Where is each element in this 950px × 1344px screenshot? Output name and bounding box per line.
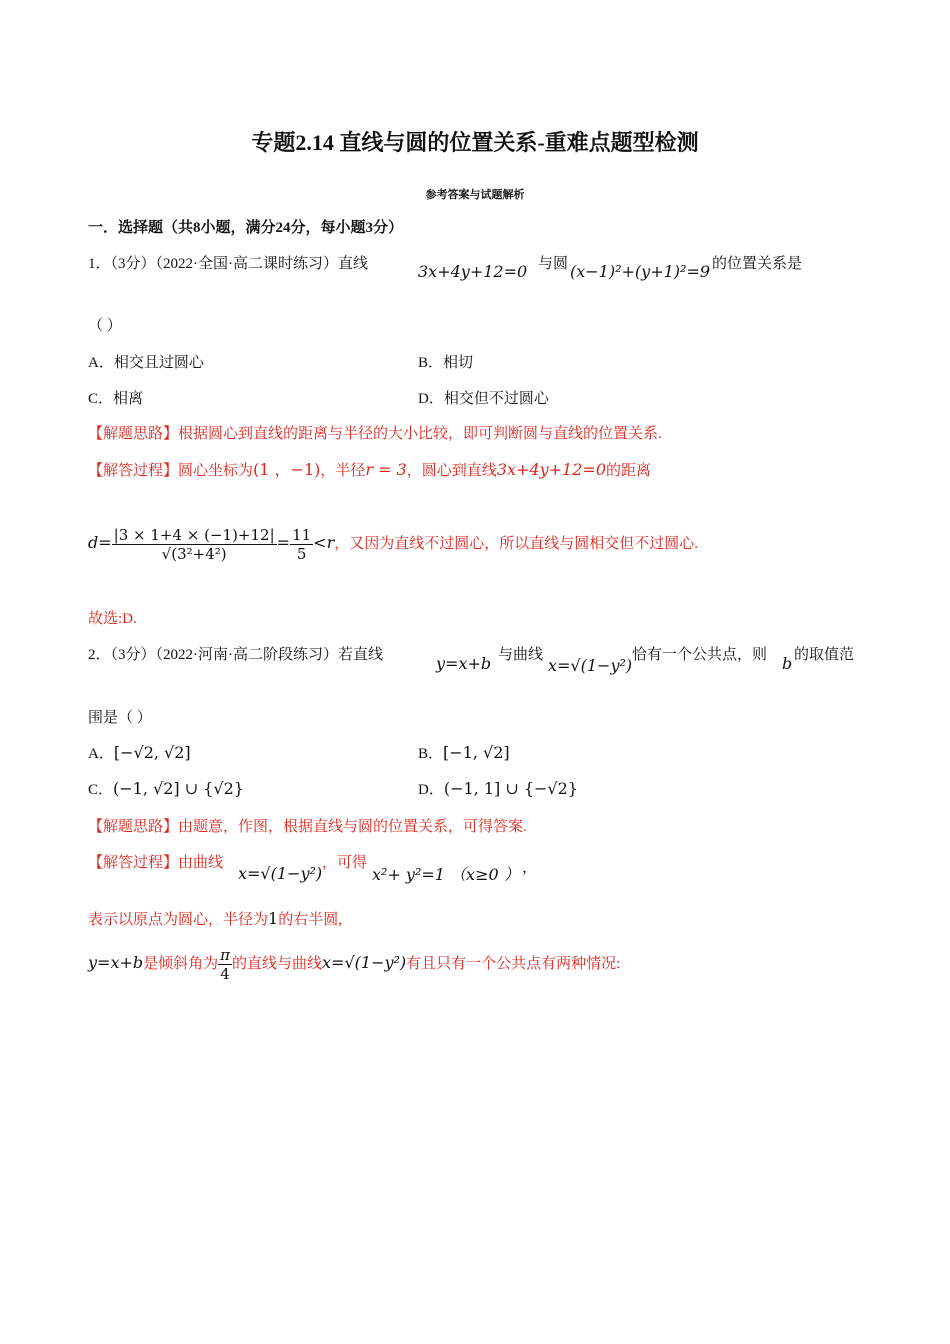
q2-comma: ， [522,860,538,876]
q1-option-a: A．相交且过圆心 [88,355,204,371]
q2-option-d [418,778,578,799]
q2-line-equation: y=x+b [436,654,492,673]
q2-last-line-eq: y=x+b [88,952,144,972]
q2-stem-e: 围是（ ） [88,710,152,726]
q1-process-line-eq: 3x+4y+12=0 [496,460,606,479]
q2-option-c-value: (−1, √2] ∪ {√2} [113,779,244,798]
q2-semicircle-one: 1 [268,909,279,928]
q2-curve-equation: x=√(1−y²) [548,656,633,675]
q1-dist-tail: ，又因为直线不过圆心，所以直线与圆相交但不过圆心. [334,535,698,552]
q2-b-symbol: b [782,654,793,673]
q1-circle-equation: (x−1)²+(y+1)²=9 [570,262,711,281]
q2-option-c-label: C． [88,782,114,798]
q1-process [88,457,651,480]
q2-process [88,851,223,872]
q2-stem-d: 的取值范 [794,647,855,663]
q2-idea-label: 【解题思路】 [88,819,179,835]
q2-idea [88,815,527,836]
page-subtitle: 参考答案与试题解析 [425,189,525,201]
q2-semicircle-text-a: 表示以原点为圆心，半径为 [88,912,269,928]
q1-option-d: D．相交但不过圆心 [418,391,549,407]
q2-option-b [418,742,510,763]
q1-dist-lt: <r [313,532,335,552]
q1-process-text-a: 圆心坐标为 [178,463,254,479]
q1-center: (1 ，−1) [253,460,321,479]
q2-option-a-value: [−√2, √2] [113,743,191,762]
q1-process-label: 【解答过程】 [88,463,179,479]
q1-dist-fraction [112,526,277,563]
q2-semicircle [88,908,342,929]
q2-option-a-label: A． [88,746,114,762]
q1-radius: r = 3 [365,460,407,479]
q1-dist-denominator: √(3²+4²) [161,545,227,563]
q2-idea-text: 由题意，作图，根据直线与圆的位置关系，可得答案. [178,819,527,835]
q1-option-b: B．相切 [418,355,474,371]
q1-dist-value [290,526,313,563]
section-heading: 一．选择题（共8小题，满分24分，每小题3分） [88,220,404,236]
q1-distance-formula [88,526,698,563]
q1-idea-text: 根据圆心到直线的距离与半径的大小比较，即可判断圆与直线的位置关系. [178,426,662,442]
q2-last-curve: x=√(1−y²) [322,952,407,972]
q1-option-c: C．相离 [88,391,144,407]
q2-semicircle-text-b: 的右半圆, [278,912,342,928]
q2-option-d-label: D． [418,782,444,798]
q2-last-line [88,946,620,983]
q1-dist-lhs: d= [88,532,112,552]
q1-process-text-d: 的距离 [606,463,652,479]
page-title: 专题2.14 直线与圆的位置关系-重难点题型检测 [251,130,699,155]
q2-process-curve: x=√(1−y²) [238,864,323,883]
q2-stem-c: 恰有一个公共点，则 [632,647,768,663]
q1-stem-a: 1．（3分）（2022·全国·高二课时练习）直线 [88,256,368,272]
q2-process-text-a: 由曲线 [178,855,224,871]
q2-pi-num: π [220,946,230,964]
q1-dist-value-den: 5 [296,545,307,563]
q2-last-text-a: 是倾斜角为 [143,955,219,972]
q2-option-c [88,778,244,799]
q2-option-b-label: B． [418,746,444,762]
q1-process-text-c: ，圆心到直线 [406,463,497,479]
q2-option-d-value: (−1, 1] ∪ {−√2} [443,779,578,798]
q2-last-text-c: 有且只有一个公共点有两种情况: [406,955,621,972]
q2-stem-a: 2．（3分）（2022·河南·高二阶段练习）若直线 [88,647,383,663]
q1-line-equation: 3x+4y+12=0 [418,262,528,281]
q2-pi-den: 4 [220,965,230,983]
q1-stem [88,252,368,273]
q1-idea [88,422,662,443]
q1-dist-eq: = [276,532,291,552]
q1-stem-b: 与圆 [538,256,569,272]
q2-last-text-b: 的直线与曲线 [232,955,323,972]
q2-process-label: 【解答过程】 [88,855,179,871]
q1-paren: （ ） [88,318,122,334]
q2-option-a [88,742,191,763]
q2-process-text-b: ，可得 [322,855,368,871]
q1-stem-c: 的位置关系是 [712,256,803,272]
q2-option-b-value: [−1, √2] [443,743,510,762]
q1-answer: 故选:D. [88,611,137,627]
q2-pi-fraction [218,946,232,983]
q2-circle-form: x²+ y²=1 （x≥0 ） [372,865,520,884]
q1-dist-numerator: |3 × 1+4 × (−1)+12| [113,526,275,544]
q1-process-text-b: ，半径 [320,463,366,479]
q1-dist-value-num: 11 [292,526,312,544]
q1-idea-label: 【解题思路】 [88,426,179,442]
q2-stem-b: 与曲线 [498,647,544,663]
